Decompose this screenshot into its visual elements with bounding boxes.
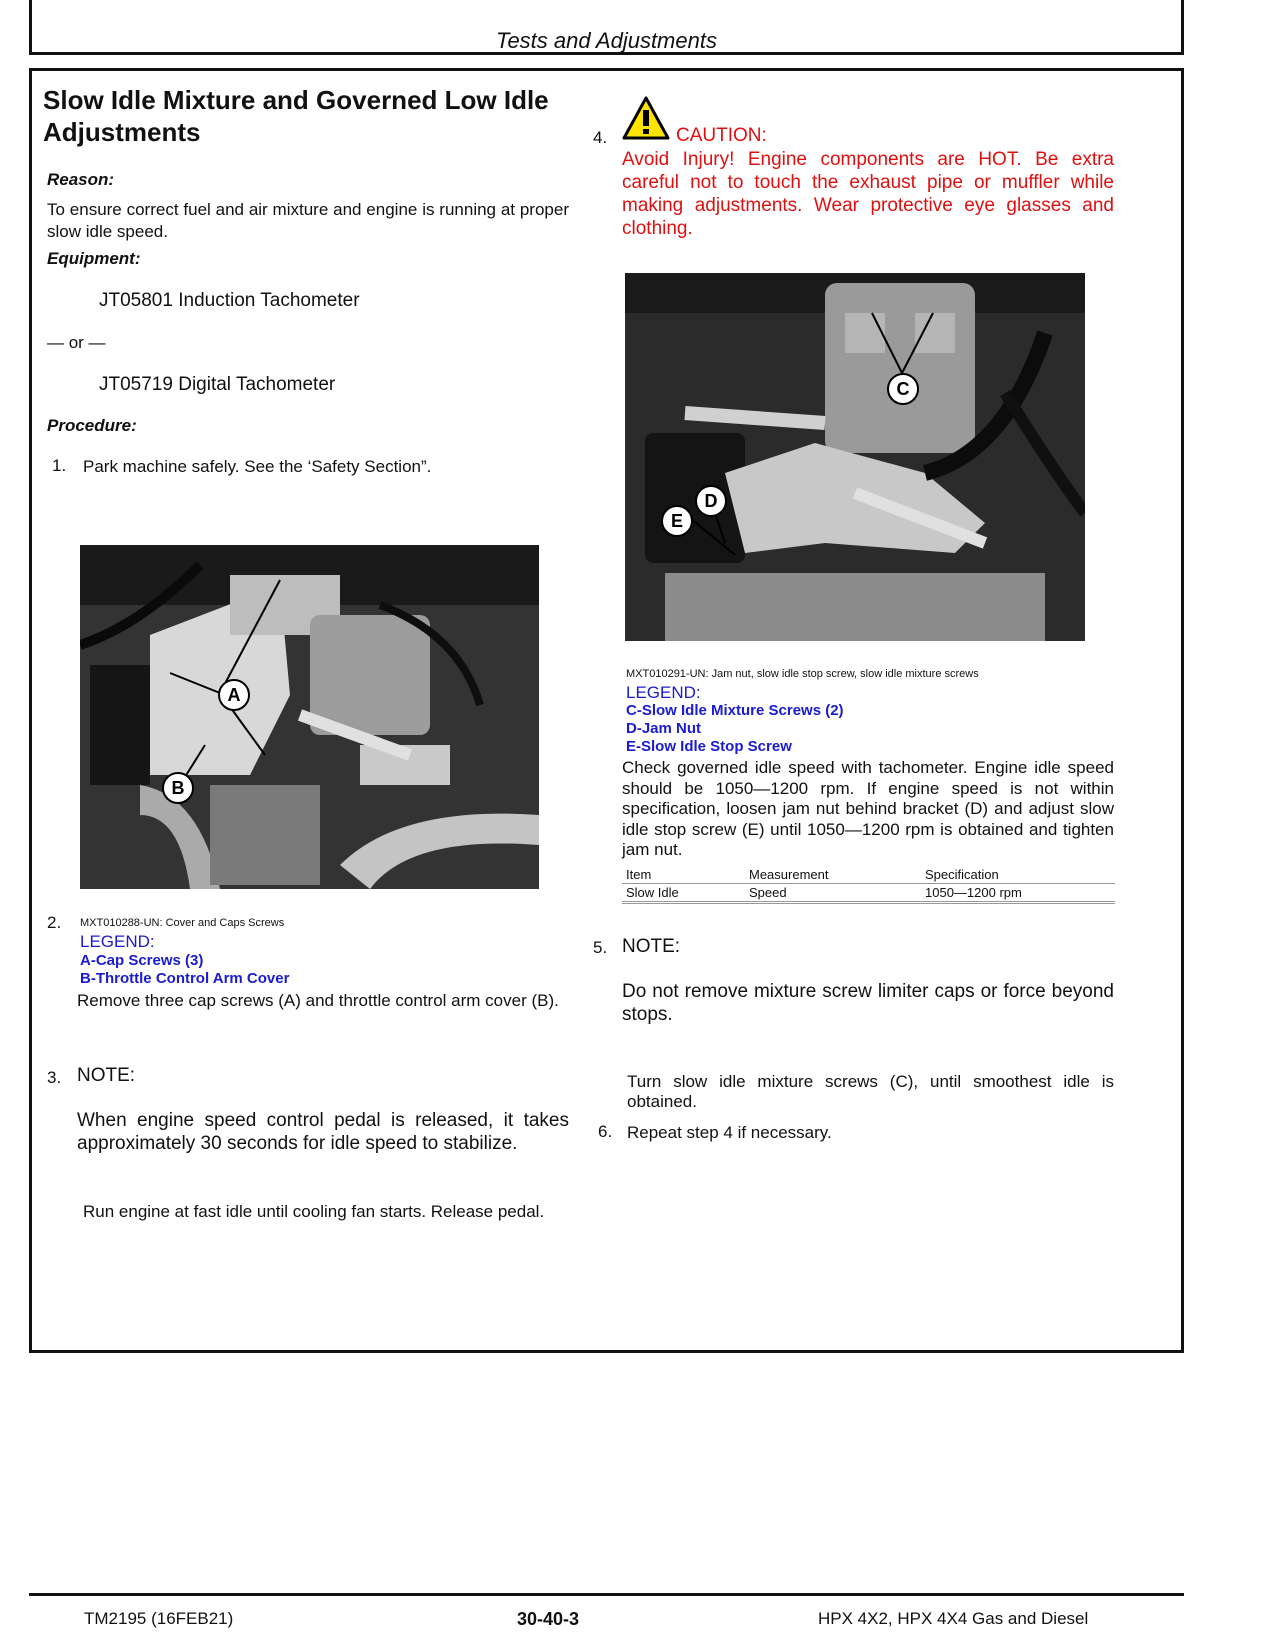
step-number: 6. xyxy=(598,1122,613,1141)
step-4-text: Check governed idle speed with tachometer. Engine idle speed should be 1050—1200 rpm. If engine speed is not within specification, loosen jam nut behind bracket (D) and adjust slow idle stop screw (E) until 1050—1200 rpm is obtained and tighten jam nut. xyxy=(622,758,1114,859)
step-3-note: When engine speed control pedal is released, it takes approximately 30 seconds for idle speed to stabilize. xyxy=(77,1110,569,1154)
equipment-item: JT05801 Induction Tachometer xyxy=(99,290,360,311)
step-2-text: Remove three cap screws (A) and throttle control arm cover (B). xyxy=(77,991,559,1010)
step-5-note: Do not remove mixture screw limiter caps or force beyond stops. xyxy=(622,981,1114,1025)
note-label: NOTE: xyxy=(77,1065,136,1086)
legend-item: B-Throttle Control Arm Cover xyxy=(80,970,290,987)
legend-title: LEGEND: xyxy=(80,932,155,951)
step-3-text: Run engine at fast idle until cooling fan starts. Release pedal. xyxy=(83,1202,545,1221)
callout-c: C xyxy=(887,373,919,405)
equipment-label: Equipment: xyxy=(47,249,141,268)
equipment-item: JT05719 Digital Tachometer xyxy=(99,374,336,395)
spec-cell: Speed xyxy=(749,885,787,900)
spec-table xyxy=(622,866,1115,904)
step-6-text: Repeat step 4 if necessary. xyxy=(627,1123,832,1142)
callout-e: E xyxy=(661,505,693,537)
spec-cell: Slow Idle xyxy=(626,885,679,900)
step-number: 3. xyxy=(47,1068,62,1087)
step-number: 4. xyxy=(593,128,608,147)
spec-cell: 1050—1200 rpm xyxy=(925,885,1022,900)
spec-header: Measurement xyxy=(749,867,829,882)
engine-photo-drawing xyxy=(80,545,539,889)
callout-a: A xyxy=(218,679,250,711)
callout-d: D xyxy=(695,485,727,517)
engine-photo-drawing xyxy=(625,273,1085,641)
caution-text: Avoid Injury! Engine components are HOT. Be extra careful not to touch the exhaust pipe or muffler while making adjustments. Wear protective eye glasses and clothing. xyxy=(622,149,1114,239)
engine-photo-idle xyxy=(625,273,1085,641)
callout-b: B xyxy=(162,772,194,804)
legend-item: D-Jam Nut xyxy=(626,720,702,737)
legend-item: A-Cap Screws (3) xyxy=(80,952,204,969)
page-title: Slow Idle Mixture and Governed Low Idle Adjustments xyxy=(43,85,549,147)
step-number: 2. xyxy=(47,913,62,932)
header-title: Tests and Adjustments xyxy=(496,28,717,53)
engine-photo-cover xyxy=(80,545,539,889)
reason-text: To ensure correct fuel and air mixture and engine is running at proper slow idle speed. xyxy=(47,200,569,241)
step-number: 5. xyxy=(593,938,608,957)
step-5-text: Turn slow idle mixture screws (C), until smoothest idle is obtained. xyxy=(627,1072,1114,1111)
footer-doc-id: TM2195 (16FEB21) xyxy=(84,1609,234,1628)
spec-header: Specification xyxy=(925,867,999,882)
legend-title: LEGEND: xyxy=(626,683,701,702)
footer-page-number: 30-40-3 xyxy=(517,1609,580,1629)
spec-header: Item xyxy=(626,867,652,882)
footer-model: HPX 4X2, HPX 4X4 Gas and Diesel xyxy=(818,1609,1089,1628)
step-1-text: Park machine safely. See the ‘Safety Section”. xyxy=(83,457,432,476)
reason-label: Reason: xyxy=(47,170,115,189)
equipment-or: — or — xyxy=(47,333,106,352)
step-number: 1. xyxy=(52,456,67,475)
photo-2-caption: MXT010291-UN: Jam nut, slow idle stop screw, slow idle mixture screws xyxy=(626,668,979,680)
photo-1-caption: MXT010288-UN: Cover and Caps Screws xyxy=(80,917,285,929)
caution-label: CAUTION: xyxy=(676,125,767,146)
procedure-label: Procedure: xyxy=(47,416,137,435)
legend-item: C-Slow Idle Mixture Screws (2) xyxy=(626,702,844,719)
legend-item: E-Slow Idle Stop Screw xyxy=(626,738,792,755)
note-label: NOTE: xyxy=(622,936,681,957)
footer-rule xyxy=(29,1593,1184,1596)
warning-triangle-icon xyxy=(622,96,670,140)
